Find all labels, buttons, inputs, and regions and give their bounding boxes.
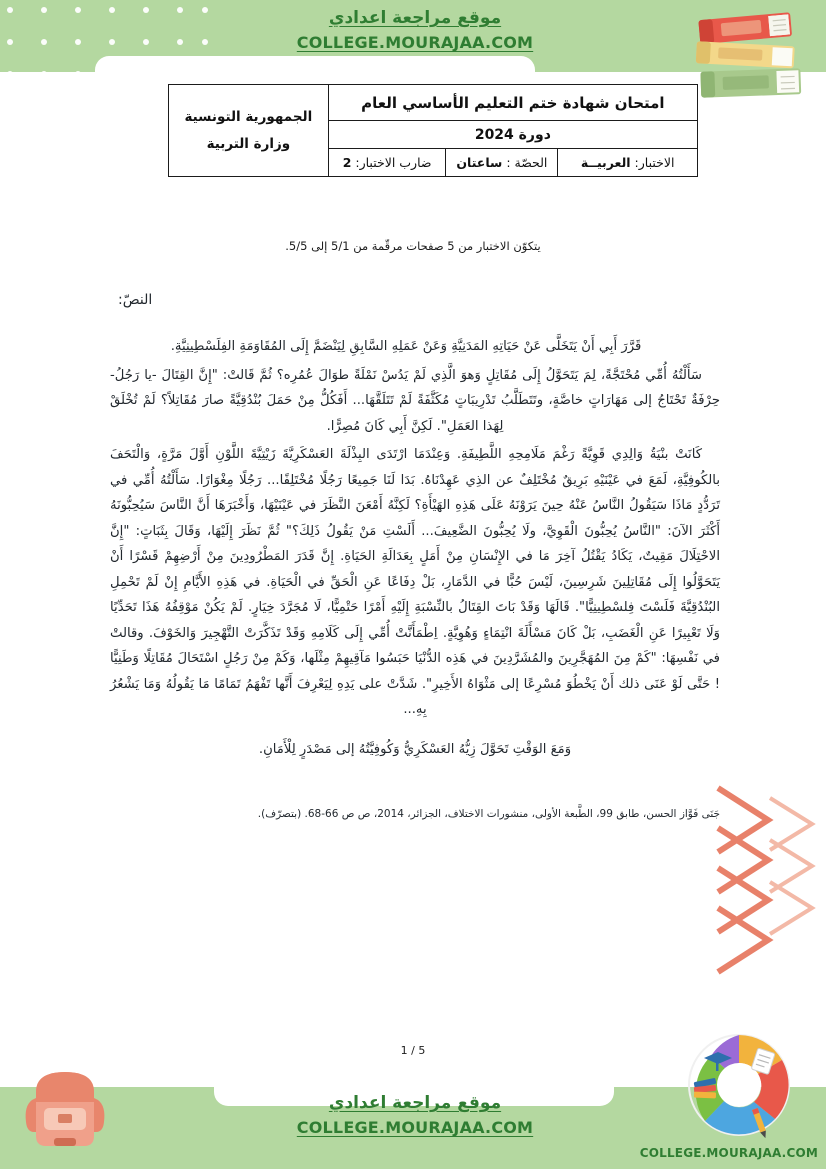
site-brand-bottom-arabic: موقع مراجعة اعدادي (328, 1093, 502, 1113)
paragraph: قَرَّرَ أَبِي أَنْ يَتَخَلَّى عَنْ حَيَاتِهِ المَدَنِيَّةِ وَعَنْ عَمَلِهِ السَّابِقِ لِيَنْضَمَّ إِلَى المُقَاوَمَةِ الفِلَسْطِينِيَّةِ. (170, 339, 642, 354)
chevron-decoration (712, 778, 822, 978)
source-citation: جَنَى فَوَّاز الحسن، طابق 99، الطَّبعة الأولى، منشورات الاختلاف، الجزائر، 2014، ص ص 66-68. (بتصرّف). (257, 808, 720, 820)
exam-header-table (168, 84, 698, 177)
backpack-illustration (14, 1056, 116, 1156)
duration-label: الحصّة : (506, 155, 548, 170)
exam-text-body (110, 292, 720, 824)
closing-paragraph: وَمَعَ الوَقْتِ تَحَوَّلَ زِيُّهُ العَسْكَرِيُّ وَكُوفِيَّتُهُ إلى مَصْدَرٍ لِلْأَمَانِ. (258, 741, 572, 757)
republic-line-1: الجمهورية التونسية (184, 108, 313, 125)
subject-label: الاختبار: (634, 155, 675, 170)
coefficient-label: ضارب الاختبار: (355, 155, 432, 170)
duration-value: ساعتان (456, 155, 503, 170)
duration-cell (446, 149, 558, 177)
pages-count-note: يتكوّن الاختبار من 5 صفحات مرقّمة من 5/1 إلى 5/5. (285, 239, 541, 253)
text-section-heading: النصّ: (118, 292, 153, 308)
site-brand-top (170, 7, 660, 54)
site-brand-bottom-url: COLLEGE.MOURAJAA.COM (296, 1117, 534, 1137)
site-brand-bottom (170, 1092, 660, 1139)
subject-value: العربيــة (580, 155, 631, 170)
exam-title-cell: امتحان شهادة ختم التعليم الأساسي العام (328, 85, 697, 121)
republic-cell (169, 85, 329, 177)
coefficient-cell (328, 149, 446, 177)
paragraph: سَأَلْتُهُ أُمِّي مُحْتَجَّةً، لِمَ يَتَحَوَّلُ إِلَى مُقَاتِلٍ وَهوَ الَّذِي لَمْ يَدُسْ نَمْلَةً طوَالَ عُمُرِه؟ ثُمَّ قَالتْ: "إِنَّ القِتَالَ -يا رَجُلُ- حِرْفَةٌ تَحْتَاجُ إلى مَهَارَاتٍ خاصَّةٍ، وتَتَطَلَّبُ تَدْرِيبَاتٍ مُكَثَّفَةً لَمْ تَتَلَقَّهَا... أَفَكُلُّ مِنْ حَمَلَ بُنْدُقِيَّةً صارَ مُقَاتِلاً؟ لَمْ تُخْلَقْ لِهَذا العَمَلِ". لَكِنَّ أَبِي كَانَ مُصِرًّا. (110, 367, 720, 434)
subject-cell (558, 149, 698, 177)
paragraph: كَانَتْ بنْيَةُ وَالِدِي قَوِيَّةً رَغْمَ مَلَامِحِهِ اللَّطِيفَةِ. وَعِنْدَمَا ارْتَدَى البِذْلَةَ العَسْكَرِيَّةَ زَيْتِيَّةَ اللَّوْنِ أَوَّلَ مَرَّةٍ، وَالْتَحَفَ بالكُوفِيَّةِ، لَمَعَ في عَيْنَيْهِ بَرِيقٌ مُخْتَلِفٌ عن الذِي عَهِدْنَاهُ. بَدَا لَنَا جَمِيعًا رَجُلًا مُخْتَلِفًا... رَجُلًا مِغْوَارًا. سَأَلْتُهُ أُمِّي في تَرَدُّدٍ مَاذَا سَيَقُولُ النَّاسُ عَنْهُ حِينَ يَرَوْنَهُ عَلَى هَذِهِ الهَيْأَةِ؟ لَكِنَّهُ أَمْعَنَ النَّظَرَ في عَيْنَيْهَا، وَأَخْبَرَهَا أَنَّ النَّاسَ سَيُحِبُّونَهُ أَكْثَرَ الآنَ: "النَّاسُ يُحِبُّونَ الْقَوِيَّ، ولَا يُحِبُّونَ الضَّعِيفَ... أَلَسْتِ مَنْ يَقُولُ ذَلِكَ؟" ثُمَّ نَظَرَ إِلَيْهَا، وَقَالَ بِثَبَاتٍ: "إِنَّ الاحْتِلَالَ مَقِيتٌ، يَكَادُ يَقْتُلُ آخِرَ مَا في الإِنْسَانِ مِنْ أَمَلٍ بِعَدَالَةِ الحَيَاةِ. إِنَّ قَدَرَ المَطْرُودِينَ مِنْ أَرْضِهِمْ قَسْرًا أَنْ يَتَحَوَّلُوا إِلَى مُقَاتِلِينَ شَرِسِينَ، لَيْسَ حُبًّا في الدَّمَارِ، بَلْ دِفَاعًا عَنِ الْحَقِّ في الْحَيَاةِ. في هَذِهِ الأَيَّامِ إِنْ لَمْ تَحْمِلِ البُنْدُقِيَّةَ فَلَسْتَ فِلسْطِينِيًّا". قَالَهَا وَقَدْ بَاتَ القِتَالُ بالنِّسْبَةِ إِلَيْهِ أَمْرًا حَتْمِيًّا، لَا مُجَرَّدَ خِيَارٍ. لَمْ يَكُنْ مَوْقِفُهُ هَذَا تَحَدِّيًا وَلَا تَعْبِيرًا عَنِ الْغَضَبِ، بَلْ كَانَ مَسْأَلَةَ انْتِمَاءٍ وَهُوِيَّةٍ. اِطْمَأَنَّتْ أُمِّي إِلَى كَلَامِهِ وَقَدْ تَذَكَّرَتْ التَّهْجِيرَ وَالخَوْفَ. وقالتْ في نَفْسِهَا: "كَمْ مِنَ المُهَجَّرِينَ والمُشَرَّدِينَ في هَذِه الدُّنْيَا حَبَسُوا مَآقِيهِمْ مِثْلَها، وَكَمْ مِنْ رَجُلٍ اسْتَحَالَ مُقَاتِلًا وَطَنِيًّا ! حَتَّى لَوْ عَنَى ذلك أَنْ يَخْطُوَ مُسْرِعًا إلى مَثْوَاهُ الأَخِيرِ". شَدَّتْ على يَدِهِ لِيَعْرِفَ أَنَّها تَفْهَمُ تَمَامًا مَا يَقُولُهُ وَمَا يَشْعُرُ بِهِ... (110, 447, 720, 717)
session-cell: دورة 2024 (328, 121, 697, 149)
table-row (169, 85, 698, 121)
coefficient-value: 2 (342, 155, 352, 170)
site-brand-corner-url: COLLEGE.MOURAJAA.COM (639, 1146, 818, 1160)
site-brand-top-arabic: موقع مراجعة اعدادي (328, 8, 502, 28)
page-number: 1 / 5 (400, 1044, 426, 1057)
site-brand-top-url: COLLEGE.MOURAJAA.COM (296, 32, 534, 52)
stacked-books-illustration (684, 6, 814, 114)
republic-line-2: وزارة التربية (206, 135, 291, 152)
